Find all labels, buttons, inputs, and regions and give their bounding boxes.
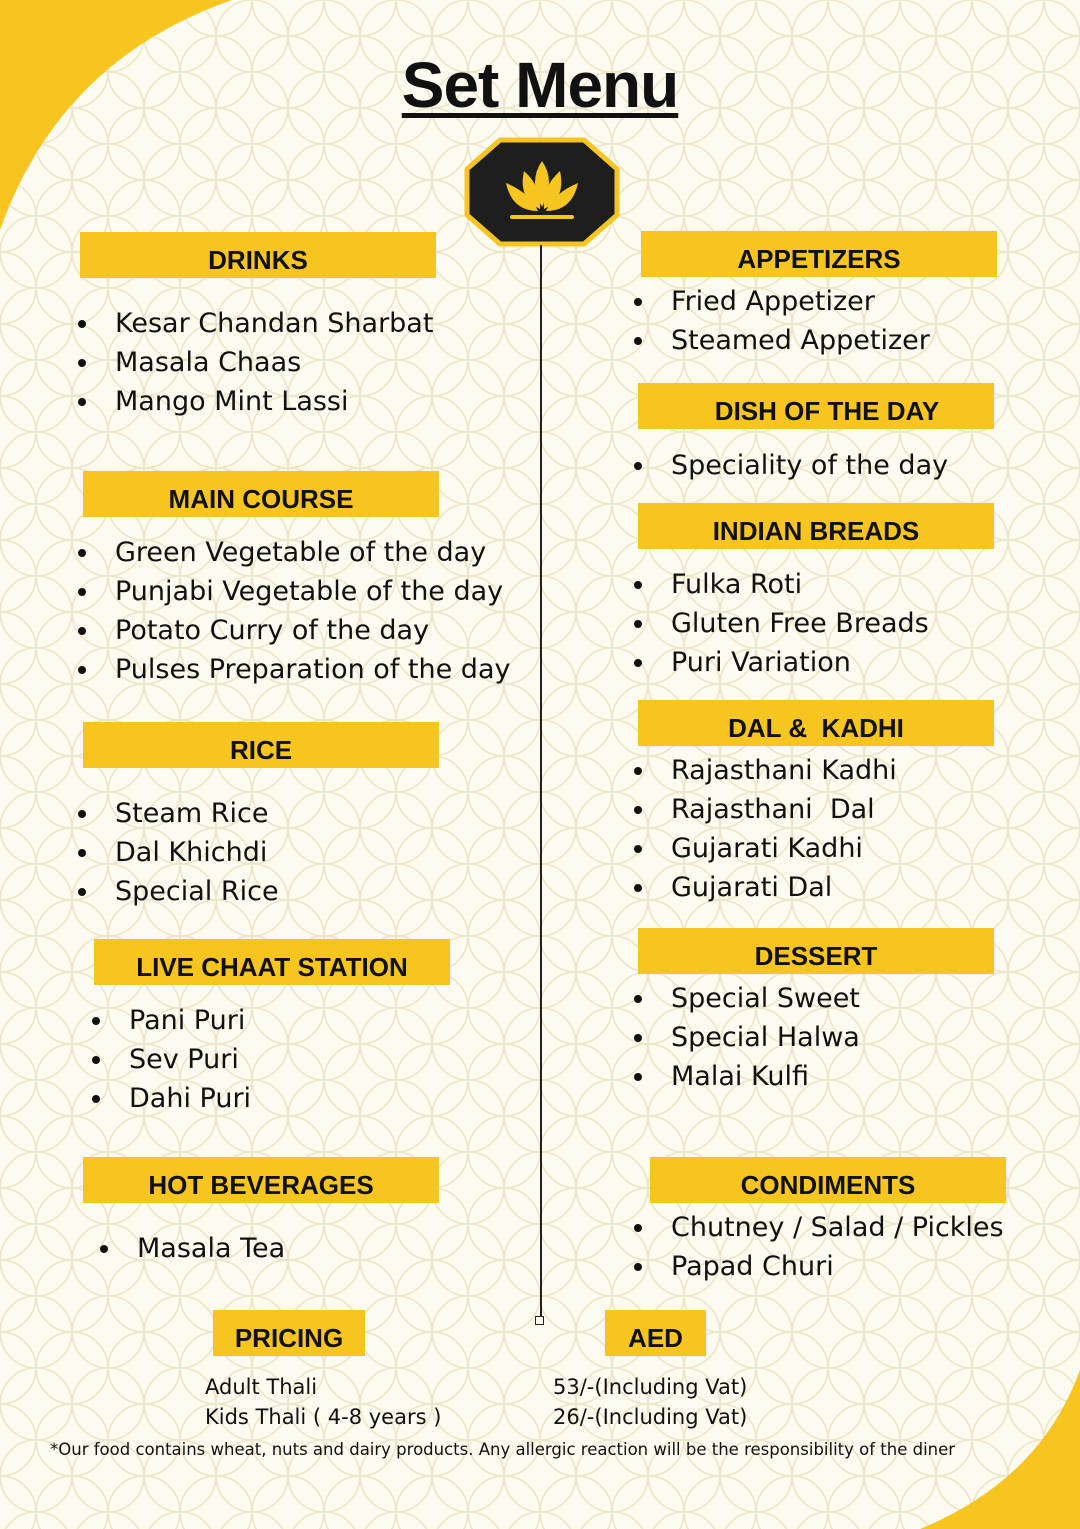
list-item: Puri Variation [634,643,929,682]
list-item: Gluten Free Breads [634,604,929,643]
section-heading-live-chaat-station: LIVE CHAAT STATION [94,939,450,985]
list-item: Potato Curry of the day [78,611,510,650]
section-heading-main-course: MAIN COURSE [83,471,439,517]
price-value-adult: 53/-(Including Vat) [553,1375,748,1399]
pricing-heading: PRICING [213,1310,365,1356]
section-heading-dal-kadhi: DAL & KADHI [638,700,994,746]
section-heading-indian-breads: INDIAN BREADS [638,503,994,549]
section-heading-hot-beverages: HOT BEVERAGES [83,1157,439,1203]
dal-kadhi-list [634,751,897,907]
list-item: Malai Kulfi [634,1057,860,1096]
list-item: Gujarati Dal [634,868,897,907]
section-heading-condiments: CONDIMENTS [650,1157,1006,1203]
list-item: Steam Rice [78,794,279,833]
indian-breads-list [634,565,929,682]
condiments-list [634,1208,1004,1286]
price-label-adult: Adult Thali [205,1375,318,1399]
main-course-list [78,533,510,689]
list-item: Papad Churi [634,1247,1004,1286]
allergy-note: *Our food contains wheat, nuts and dairy products. Any allergic reaction will be the responsibility of the diner [50,1440,956,1459]
list-item: Dal Khichdi [78,833,279,872]
list-item: Special Sweet [634,979,860,1018]
currency-heading: AED [605,1310,706,1356]
price-value-kids: 26/-(Including Vat) [553,1405,748,1429]
list-item: Masala Chaas [78,343,433,382]
price-label-kids: Kids Thali ( 4-8 years ) [205,1405,442,1429]
list-item: Pulses Preparation of the day [78,650,510,689]
section-heading-dessert: DESSERT [638,928,994,974]
list-item: Green Vegetable of the day [78,533,510,572]
section-heading-dish-of-the-day: DISH OF THE DAY [638,383,994,429]
rice-list [78,794,279,911]
dish-of-the-day-list [634,446,948,485]
list-item: Speciality of the day [634,446,948,485]
appetizers-list [634,282,930,360]
list-item: Punjabi Vegetable of the day [78,572,510,611]
section-heading-appetizers: APPETIZERS [641,231,997,277]
list-item: Fried Appetizer [634,282,930,321]
drinks-list [78,304,433,421]
section-heading-rice: RICE [83,722,439,768]
list-item: Mango Mint Lassi [78,382,433,421]
list-item: Chutney / Salad / Pickles [634,1208,1004,1247]
hot-beverages-list [100,1229,285,1268]
center-divider-end [535,1316,544,1325]
dessert-list [634,979,860,1096]
section-heading-drinks: DRINKS [80,232,436,278]
center-divider [540,245,542,1317]
page-title: Set Menu [401,49,679,121]
list-item: Special Halwa [634,1018,860,1057]
list-item: Gujarati Kadhi [634,829,897,868]
list-item: Masala Tea [100,1229,285,1268]
list-item: Rajasthani Dal [634,790,897,829]
list-item: Sev Puri [92,1040,251,1079]
list-item: Rajasthani Kadhi [634,751,897,790]
list-item: Special Rice [78,872,279,911]
list-item: Pani Puri [92,1001,251,1040]
list-item: Dahi Puri [92,1079,251,1118]
list-item: Steamed Appetizer [634,321,930,360]
list-item: Kesar Chandan Sharbat [78,304,433,343]
lotus-icon [464,137,620,247]
list-item: Fulka Roti [634,565,929,604]
live-chaat-list [92,1001,251,1118]
